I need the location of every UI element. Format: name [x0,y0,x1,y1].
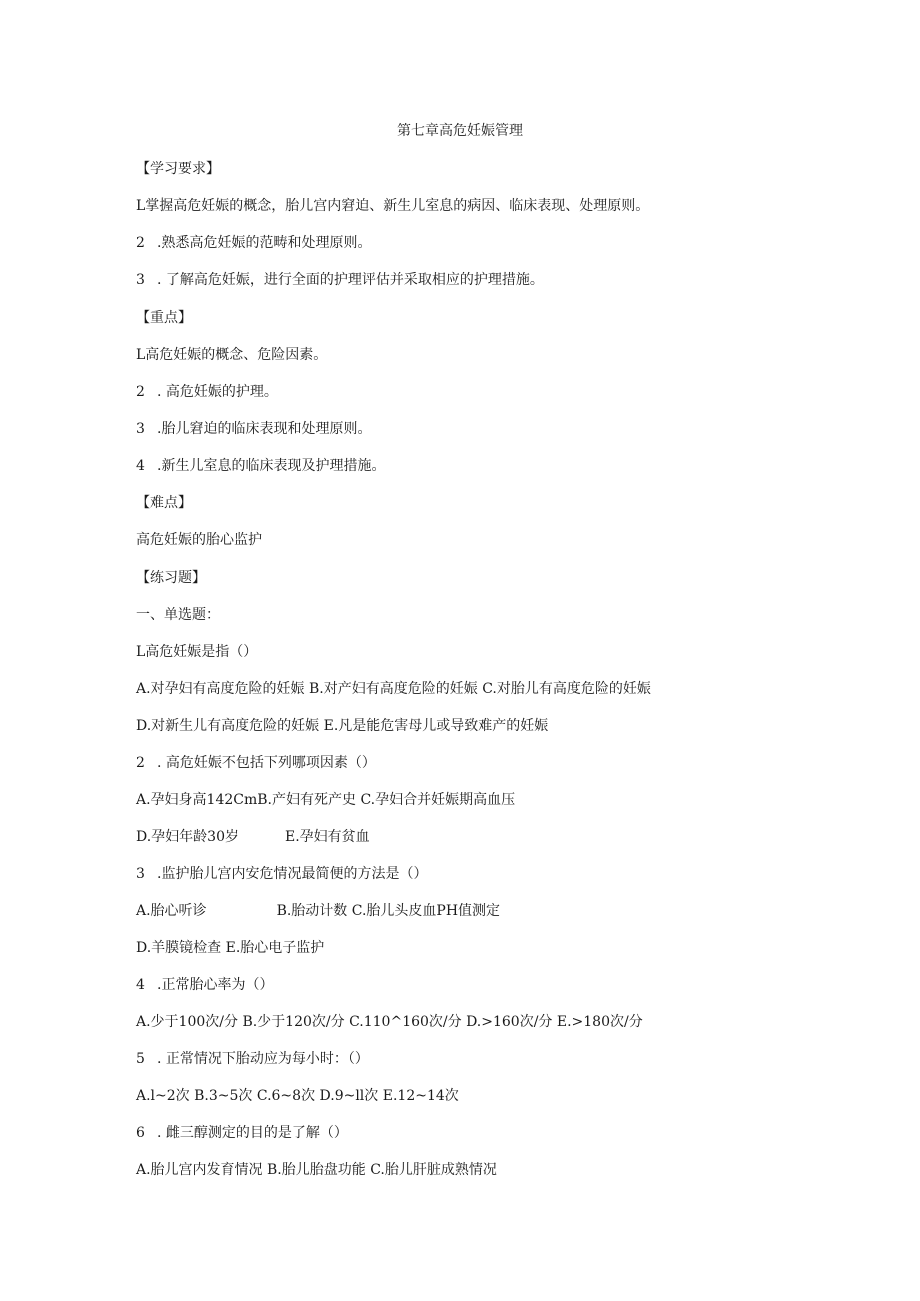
item-number: 2 [136,384,145,400]
section-heading-difficulties: 【难点】 [136,495,192,511]
key-point-3 [136,419,371,439]
item-number: 2 [136,235,145,251]
question-5-options: A.l~2次 B.3~5次 C.6~8次 D.9~ll次 E.12~14次 [136,1088,459,1104]
option-e: E.孕妇有贫血 [285,829,370,845]
item-text: .胎儿窘迫的临床表现和处理原则。 [157,421,372,437]
item-number: 5 [136,1051,145,1067]
key-point-1: L高危妊娠的概念、危险因素。 [136,347,328,363]
question-3 [136,864,427,884]
question-2-options-a: A.孕妇身高142CmB.产妇有死产史 C.孕妇合并妊娠期高血压 [136,792,516,808]
question-6-options: A.胎儿宫内发育情况 B.胎儿胎盘功能 C.胎儿肝脏成熟情况 [136,1162,497,1178]
item-number: 2 [136,755,145,771]
item-number: 3 [136,272,145,288]
question-1: L高危妊娠是指（） [136,644,258,660]
item-text: .新生儿室息的临床表现及护理措施。 [157,458,386,474]
question-5 [136,1049,369,1069]
chapter-title: 第七章高危妊娠管理 [397,123,523,139]
requirement-item-3 [136,270,544,290]
key-point-4 [136,456,385,476]
question-4-options: A.少于100次/分 B.少于120次/分 C.110^160次/分 D.>160次/分 E.>180次/分 [136,1014,643,1030]
item-text: . 高危妊娠的护理。 [157,384,278,400]
option-d: D.孕妇年龄30岁 [136,829,239,845]
item-number: 6 [136,1125,145,1141]
question-6 [136,1123,348,1143]
option-b-c: B.胎动计数 C.胎儿头皮血PH值测定 [276,903,501,919]
question-3-options-a [136,901,500,921]
item-text: .正常胎心率为（） [157,977,274,993]
item-text: . 正常情况下胎动应为每小时：（） [157,1051,369,1067]
question-2-options-b [136,827,370,847]
requirement-item-2 [136,233,371,253]
section-heading-exercises: 【练习题】 [136,570,206,586]
item-number: 4 [136,977,145,993]
item-text: .熟悉高危妊娠的范畴和处理原则。 [157,235,372,251]
item-number: 3 [136,866,145,882]
option-a: A.胎心听诊 [136,903,207,919]
question-3-options-b: D.羊膜镜检查 E.胎心电子监护 [136,940,325,956]
item-text: . 雌三醇测定的目的是了解（） [157,1125,348,1141]
section-heading-requirements: 【学习要求】 [136,161,220,177]
item-number: 3 [136,421,145,437]
question-1-options-b: D.对新生儿有高度危险的妊娠 E.凡是能危害母儿或导致难产的妊娠 [136,718,549,734]
subsection-single-choice: 一、单选题： [136,607,220,623]
item-text: . 了解高危妊娠，进行全面的护理评估并采取相应的护理措施。 [157,272,544,288]
question-2 [136,753,376,773]
section-heading-key-points: 【重点】 [136,310,192,326]
item-text: . 高危妊娠不包括下列哪项因素（） [157,755,376,771]
requirement-item-1: L掌握高危妊娠的概念，胎儿宫内窘迫、新生儿室息的病因、临床表现、处理原则。 [136,198,650,214]
item-text: .监护胎儿宫内安危情况最简便的方法是（） [157,866,428,882]
question-1-options-a: A.对孕妇有高度危险的妊娠 B.对产妇有高度危险的妊娠 C.对胎儿有高度危险的妊娠 [136,681,651,697]
key-point-2 [136,382,278,402]
question-4 [136,975,273,995]
difficulty-item: 高危妊娠的胎心监护 [136,532,262,548]
item-number: 4 [136,458,145,474]
